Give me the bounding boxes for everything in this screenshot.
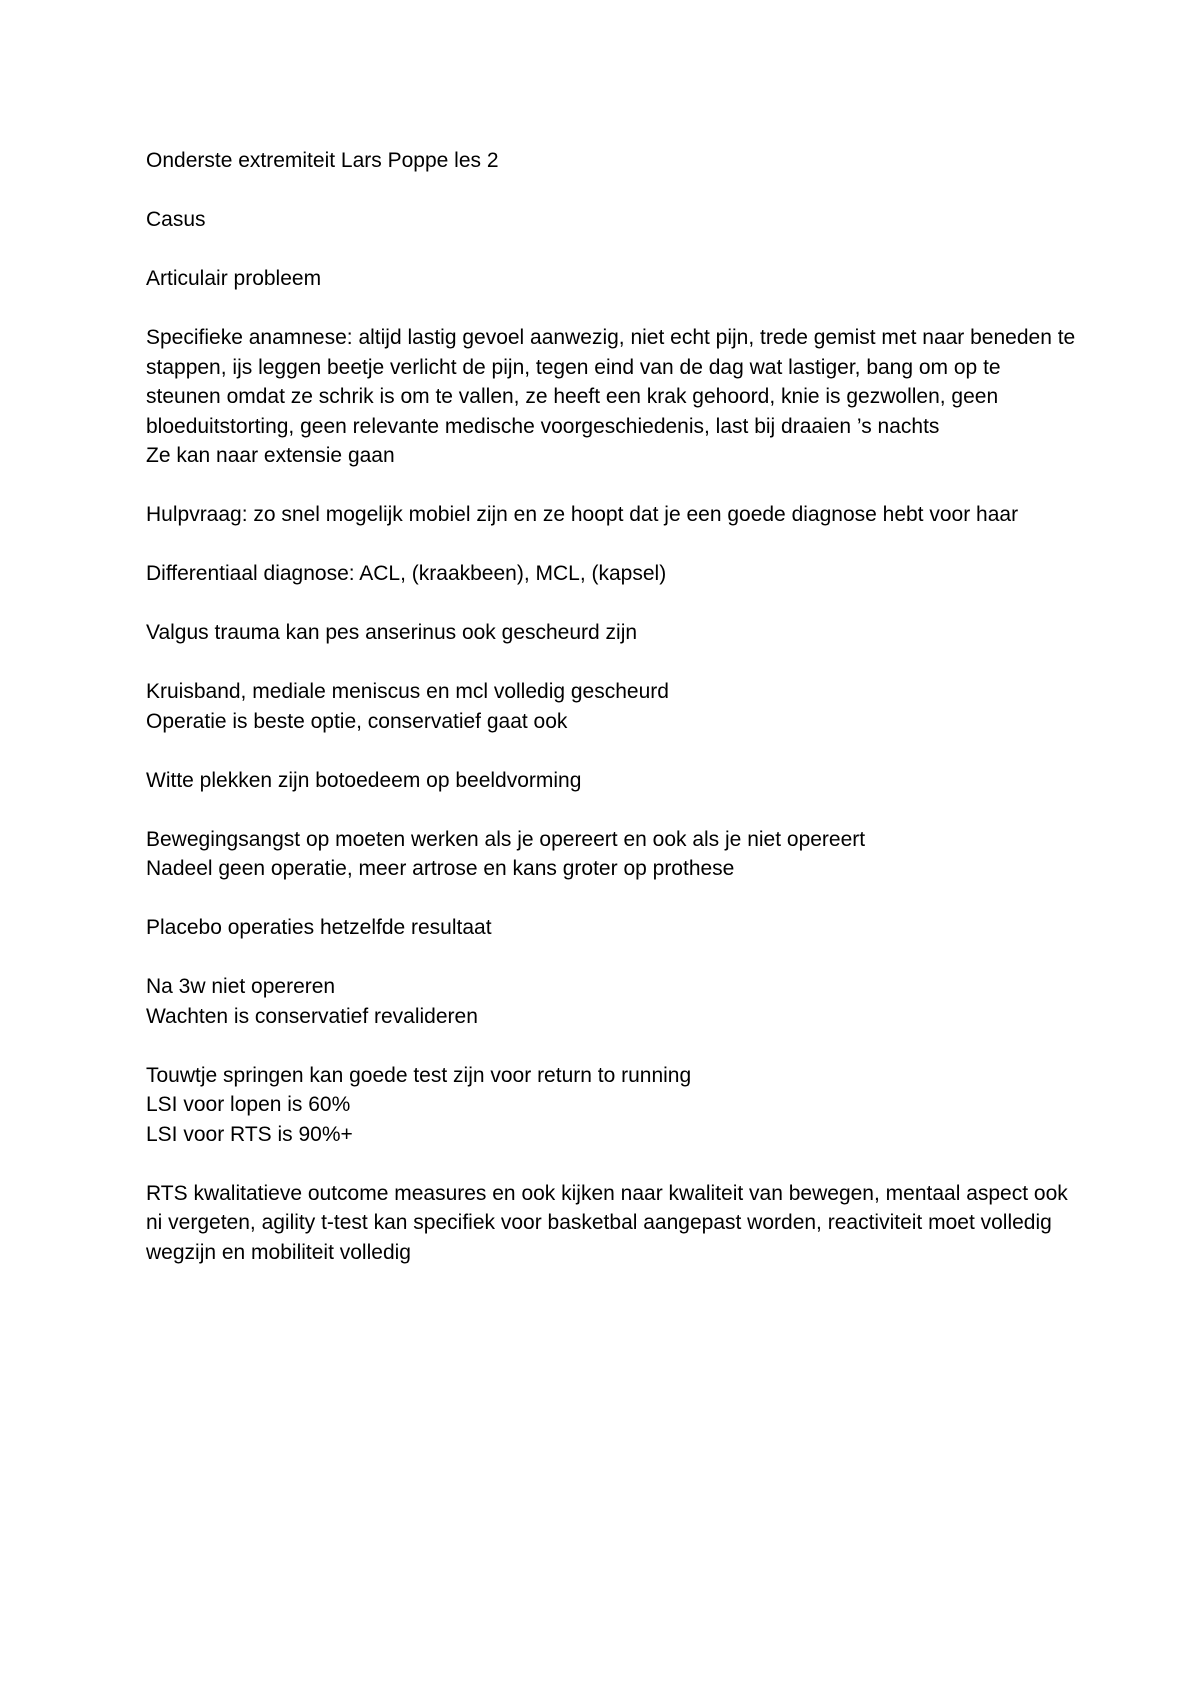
text-line: Ze kan naar extensie gaan — [146, 444, 395, 467]
paragraph-witte-plekken — [146, 766, 1076, 796]
text-line: LSI voor lopen is 60% — [146, 1093, 351, 1116]
text-line: Placebo operaties hetzelfde resultaat — [146, 916, 492, 939]
document-body — [146, 146, 1076, 1297]
text-line: Operatie is beste optie, conservatief gaat ook — [146, 709, 568, 733]
paragraph-anamnese — [146, 323, 1076, 471]
paragraph-rts — [146, 1179, 1076, 1268]
text-line: Touwtje springen kan goede test zijn voor return to running — [146, 1063, 692, 1087]
paragraph-kruisband — [146, 677, 1076, 736]
text-line: Specifieke anamnese: altijd lastig gevoel aanwezig, niet echt pijn, trede gemist met naar beneden te stappen, ijs leggen beetje verlicht de pijn, tegen eind van de dag wat lastiger, bang om op te steunen omdat ze schrik is om te vallen, ze heeft een krak gehoord, knie is gezwollen, geen bloeduitstorting, geen relevante medische voorgeschiedenis, last bij draaien ’s nachts — [146, 326, 1076, 438]
paragraph-opereren — [146, 972, 1076, 1031]
text-line: Valgus trauma kan pes anserinus ook gescheurd zijn — [146, 621, 638, 644]
text-line: Wachten is conservatief revalideren — [146, 1004, 478, 1028]
paragraph-bewegingsangst — [146, 825, 1076, 884]
paragraph-touwtje — [146, 1061, 1076, 1150]
paragraph-articulair — [146, 264, 1076, 294]
text-line: LSI voor RTS is 90%+ — [146, 1122, 353, 1146]
paragraph-differentiaal — [146, 559, 1076, 589]
paragraph-placebo — [146, 913, 1076, 943]
paragraph-casus — [146, 205, 1076, 235]
text-line: Hulpvraag: zo snel mogelijk mobiel zijn en ze hoopt dat je een goede diagnose hebt voor haar — [146, 503, 1019, 526]
text-line: Nadeel geen operatie, meer artrose en kans groter op prothese — [146, 857, 735, 880]
text-line: Na 3w niet opereren — [146, 975, 336, 998]
text-line: Kruisband, mediale meniscus en mcl volledig gescheurd — [146, 680, 669, 703]
paragraph-hulpvraag — [146, 500, 1076, 530]
text-line: Casus — [146, 208, 206, 231]
text-line: Witte plekken zijn botoedeem op beeldvorming — [146, 768, 582, 792]
paragraph-title — [146, 146, 1076, 176]
text-line: Differentiaal diagnose: ACL, (kraakbeen), MCL, (kapsel) — [146, 562, 667, 585]
text-line: Articulair probleem — [146, 267, 322, 290]
paragraph-valgus — [146, 618, 1076, 648]
document-title: Onderste extremiteit Lars Poppe les 2 — [146, 149, 499, 172]
text-line: RTS kwalitatieve outcome measures en ook kijken naar kwaliteit van bewegen, mentaal aspect ook ni vergeten, agility t-test kan specifiek voor basketbal aangepast worden, reactiviteit moet volledig wegzijn en mobiliteit volledig — [146, 1181, 1068, 1264]
text-line: Bewegingsangst op moeten werken als je opereert en ook als je niet opereert — [146, 827, 866, 851]
